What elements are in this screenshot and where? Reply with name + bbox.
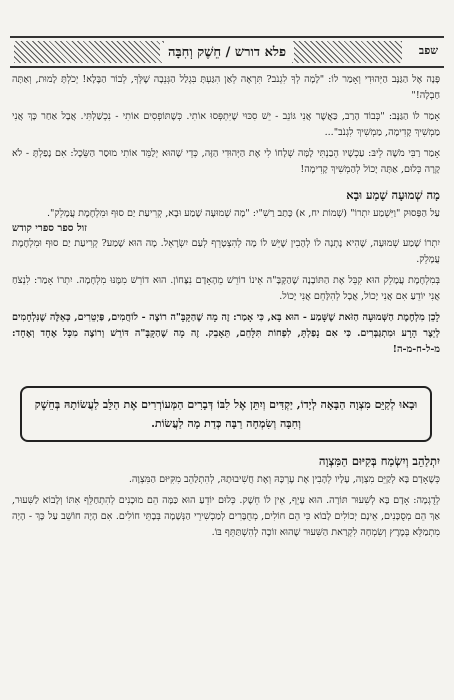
page-number: שפב xyxy=(418,44,438,57)
store-stamp: זול ספר ספרי קודש xyxy=(12,223,87,234)
callout-box: וּבָאוּ לְקַיֵּם מִצְוָה הַבָּאָה לְיָדוֹ, יַקְדִּים וְיִתֵּן אֶל לִבּוֹ דְּבָרִים הַמְּעוֹרְרִים אֶת הַלֵּב לַעֲשׂוֹתָהּ בְּחֵשֶׁק וְחִבָּה וְשִׂמְחָה רַבָּה כְּדַת מָה לַעֲשׂוֹת. xyxy=(20,386,432,442)
paragraph: לָכֵן מִלְחֶמֶת הַשְּׁמוּעָה הַזֹּאת שֶׁשָּׁמַע - הוּא בָּא, כִּי אָמַר: זֶה מָה שֶׁהַקָּבָּ"ה רוֹצֶה - לוֹחֲמִים, פַּיְטֵרִים, כְּאֵלֶּה שֶׁנִּלְחָמִים לְיֵצֶר הָרָע וּמִתְגַּבְּרִים. כִּי אִם נָפַלְתָּ, לִפְחוֹת תִּלָּחֵם, תֵּאָבֵק. זֶה מָה שֶׁהַקָּבָּ"ה דּוֹרֵשׁ וְרוֹצֶה מִכָּל אֶחָד וְאֶחָד: מ-ל-ח-מ-ה! xyxy=(12,312,440,355)
section-story xyxy=(12,72,440,178)
page-content xyxy=(12,72,440,546)
header-hatch-left xyxy=(14,41,164,63)
section-heading: יִתְלַהֵב וְיִשְׂמַח בְּקִיּוּם הַמִּצְוָה xyxy=(318,454,440,468)
paragraph: אָמַר רַבִּי מֹשֶׁה לֵיבּ: עַכְשָׁיו הֵבַנְתִּי לָמָּה שְׁלָחוֹ לִי אֶת הַיְּהוּדִי הַזֶּה, כְּדֵי שֶׁהוּא יְלַמֵּד אוֹתִי מוּסַר הַשֵּׂכֶל: אִם נָפַלְתָּ - לֹא קָרָה כְּלוּם, אַתָּה יָכוֹל לְהַמְשִׁיךְ קָדִימָה! xyxy=(12,148,440,175)
paragraph: יִתְרוֹ שָׁמַע שְׁמוּעָה, שֶׁהִיא נָתְנָה לוֹ לְהָבִין שֶׁיֵּשׁ לוֹ מָה לְהִצְטָרֵף לְעַם יִשְׂרָאֵל. מָה הוּא שָׁמַע? קְרִיעַת יַם סוּף וּמִלְחֶמֶת עֲמָלֵק. xyxy=(12,238,440,265)
running-header xyxy=(10,36,444,68)
section-enthusiasm xyxy=(12,454,440,541)
section-yitro xyxy=(12,188,440,358)
paragraph: בְּמִלְחֶמֶת עֲמָלֵק הוּא קִבֵּל אֶת הַתּוֹבָנָה שֶׁהַקָּבָּ"ה אֵינוֹ דוֹרֵשׁ מֵהָאָדָם נִצָּחוֹן. הוּא דוֹרֵשׁ מִמֶּנּוּ מִלְחָמָה. יִתְרוֹ אָמַר: לִנְצֹחַ אֲנִי יוֹדֵעַ אִם אֲנִי יָכוֹל, אֲבָל לְהִלָּחֵם אֲנִי יָכוֹל. xyxy=(12,275,440,302)
paragraph: לְדֻגְמָה: אָדָם בָּא לְשִׁעוּר תּוֹרָה. הוּא עָיֵף, אֵין לוֹ חֵשֶׁק. כְּלוּם יוֹדֵעַ הוּא כַּמָּה הֵם מוּכָנִים לְהִתְחַלֵּף אִתּוֹ וְלָבוֹא לַשִּׁעוּר, אַךְ הֵם מְסֻכָּנִים, אֵינָם יְכוֹלִים לָבוֹא כִּי הֵם חוֹלִים, מְחֻבָּרִים לְמַכְשִׁירֵי הַנְּשָׁמָה בְּבָתֵּי חוֹלִים. אִם הָיָה חוֹשֵׁב עַל כָּךְ - הָיָה מִתְמַלֵּא בְּמֶרֶץ וְשִׂמְחָה לִקְרַאת הַשִּׁעוּר שֶׁהוּא זוֹכֶה לְהִשְׁתַּתֵּף בּוֹ. xyxy=(12,495,440,538)
running-title: פלא דורש / חֵשֶׁק וְחִבָּה xyxy=(160,44,294,60)
section-heading: מָה שְׁמוּעָה שָׁמַע וּבָא xyxy=(346,188,440,202)
paragraph: עַל הַפָּסוּק "וַיִּשְׁמַע יִתְרוֹ" (שְׁמוֹת יח, א) כָּתַב רַשִׁ"י: "מָה שְׁמוּעָה שָׁמַע וּבָא, קְרִיעַת יַם סוּף וּמִלְחֶמֶת עֲמָלֵק". xyxy=(46,208,440,219)
paragraph: פָּנָה אֶל הַגַּנָּב הַיְּהוּדִי וְאָמַר לוֹ: "לָמָה לְךָ לִגְנֹב? תִּרְאֶה לְאַן הִגַּעְתָּ בִּגְלַל הַגְּנֵבָה שֶׁלְּךָ, לְבוֹר הַבֶּלָא! יְכֹלְתָּ לָמוּת, וְאַתָּה חַבְלָה!" xyxy=(12,74,440,101)
paragraph: כְּשֶׁאָדָם בָּא לְקַיֵּם מִצְוָה, עָלָיו לְהָבִין אֶת עֶרְכָּהּ וְאֶת חֲשִׁיבוּתָהּ, לְהִתְלַהֵב מִקִּיּוּם הַמִּצְוָה. xyxy=(128,474,440,485)
paragraph: אָמַר לוֹ הַגַּנָּב: "כְּבוֹד הָרַב, כַּאֲשֶׁר אֲנִי גּוֹנֵב - יֵשׁ סִכּוּי שֶׁיִּתְפְּסוּ אוֹתִי. כְּשֶׁתּוֹפְסִים אוֹתִי - נִכְשַׁלְתִּי. אֲבָל אַחַר כָּךְ אֲנִי מַמְשִׁיךְ קָדִימָה, מַמְשִׁיךְ לִגְנֹב"... xyxy=(12,111,440,138)
header-hatch-right xyxy=(292,41,402,63)
